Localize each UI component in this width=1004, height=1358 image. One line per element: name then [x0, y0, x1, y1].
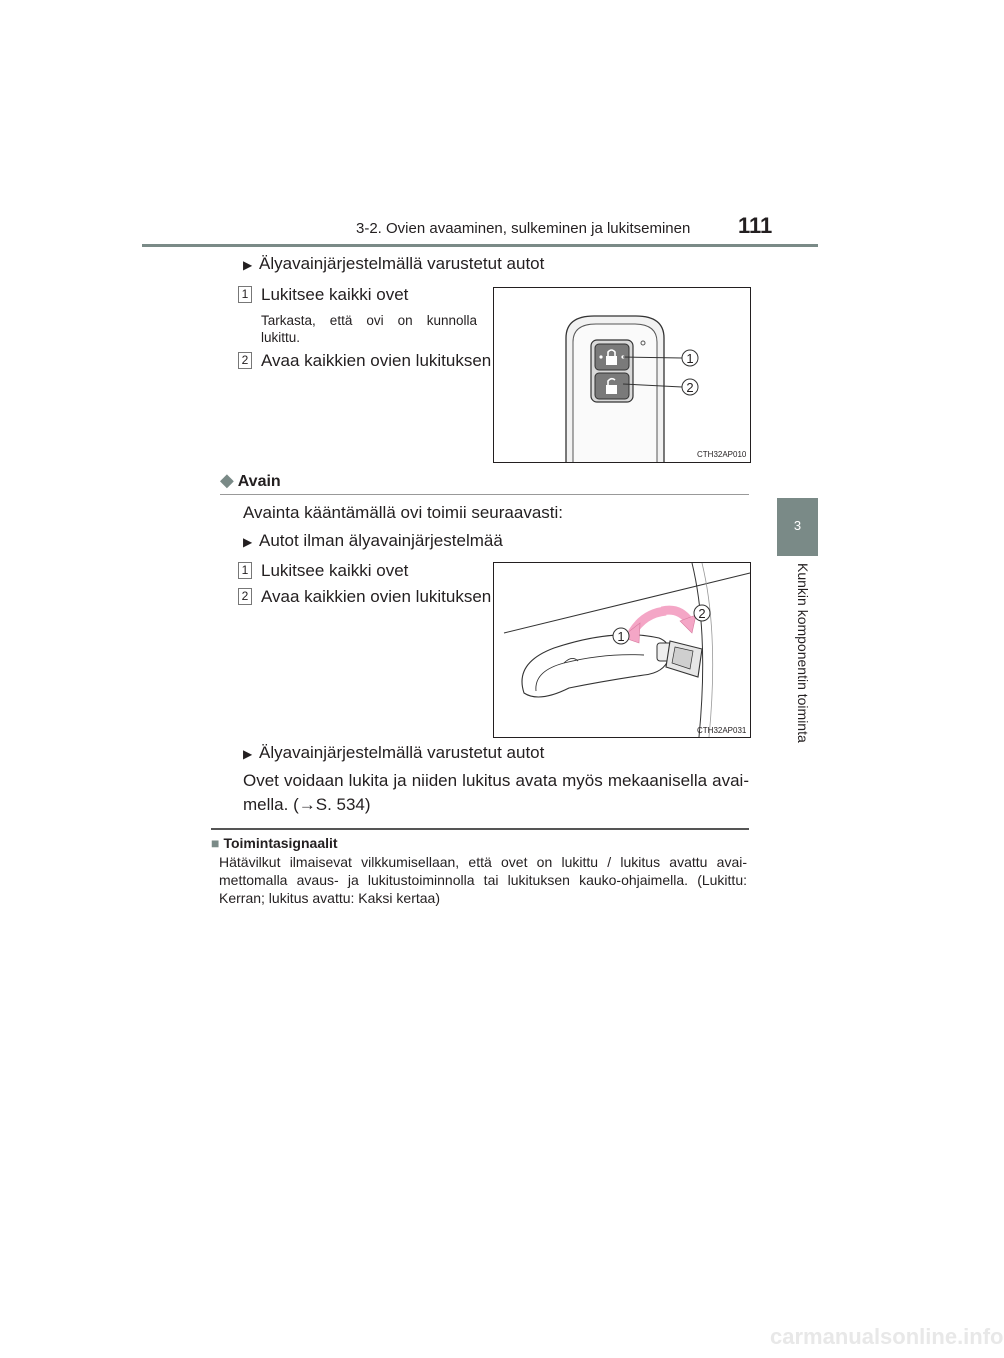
callout-1: 1: [617, 629, 625, 644]
callout-1: 1: [686, 351, 694, 366]
section1-item2-label: Avaa kaikkien ovien lukituksen: [261, 351, 492, 370]
key-fob-illustration: [494, 288, 750, 462]
section1-item1-note: Tarkasta, että ovi on kunnolla lukittu.: [261, 313, 477, 345]
triangle-bullet-icon: ▶: [243, 535, 253, 549]
note-body: Hätävilkut ilmaisevat vilkkumisellaan, että ovet on lukittu / lukitus avattu avai-mettomalla avaus- ja lukitustoiminnolla tai lukituksen kauko-ohjaimella. (Lukittu: Kerran; lukitus avattu: Kaksi kertaa): [219, 854, 747, 906]
diamond-bullet-icon: ◆: [220, 470, 234, 490]
item-number-badge: 1: [238, 562, 252, 579]
item-number-badge: 2: [238, 588, 252, 605]
square-bullet-icon: ■: [211, 835, 220, 851]
note-rule: [211, 828, 749, 830]
chapter-title: 3-2. Ovien avaaminen, sulkeminen ja lukitseminen: [356, 220, 691, 237]
triangle-bullet-icon: ▶: [243, 747, 253, 761]
header-rule: [142, 244, 818, 247]
section2-paragraph-line1: Ovet voidaan lukita ja niiden lukitus avata myös mekaanisella avai-: [243, 771, 749, 790]
note-title: ■ Toimintasignaalit: [211, 835, 338, 851]
section2-item1-label: Lukitsee kaikki ovet: [261, 561, 409, 580]
door-key-figure: [493, 562, 751, 738]
section2-rule: [220, 494, 749, 495]
figure-code: CTH32AP010: [697, 450, 747, 459]
key-fob-figure: [493, 287, 751, 463]
section2-intro: Avainta kääntämällä ovi toimii seuraavasti:: [243, 503, 564, 522]
side-tab-label: Kunkin komponentin toiminta: [795, 563, 811, 743]
figure-code: CTH32AP031: [697, 726, 747, 735]
section1-heading: ▶ Älyavainjärjestelmällä varustetut autot: [243, 254, 545, 273]
triangle-bullet-icon: ▶: [243, 258, 253, 272]
side-tab-number: 3: [793, 518, 802, 533]
section2-title: ◆ Avain: [220, 470, 281, 490]
section2-subheading: ▶ Autot ilman älyavainjärjestelmää: [243, 531, 503, 550]
section2-item2-label: Avaa kaikkien ovien lukituksen: [261, 587, 492, 606]
item-number-badge: 2: [238, 352, 252, 369]
callout-2: 2: [686, 380, 694, 395]
watermark: carmanualsonline.info: [770, 1324, 1004, 1349]
callout-2: 2: [698, 606, 706, 621]
section1-item1-label: Lukitsee kaikki ovet: [261, 285, 409, 304]
door-handle-illustration: [494, 563, 750, 737]
item-number-badge: 1: [238, 286, 252, 303]
page-number: 111: [738, 213, 773, 238]
section2-subheading2: ▶ Älyavainjärjestelmällä varustetut autot: [243, 743, 545, 762]
section2-paragraph-line2: mella. (→S. 534): [243, 795, 371, 814]
